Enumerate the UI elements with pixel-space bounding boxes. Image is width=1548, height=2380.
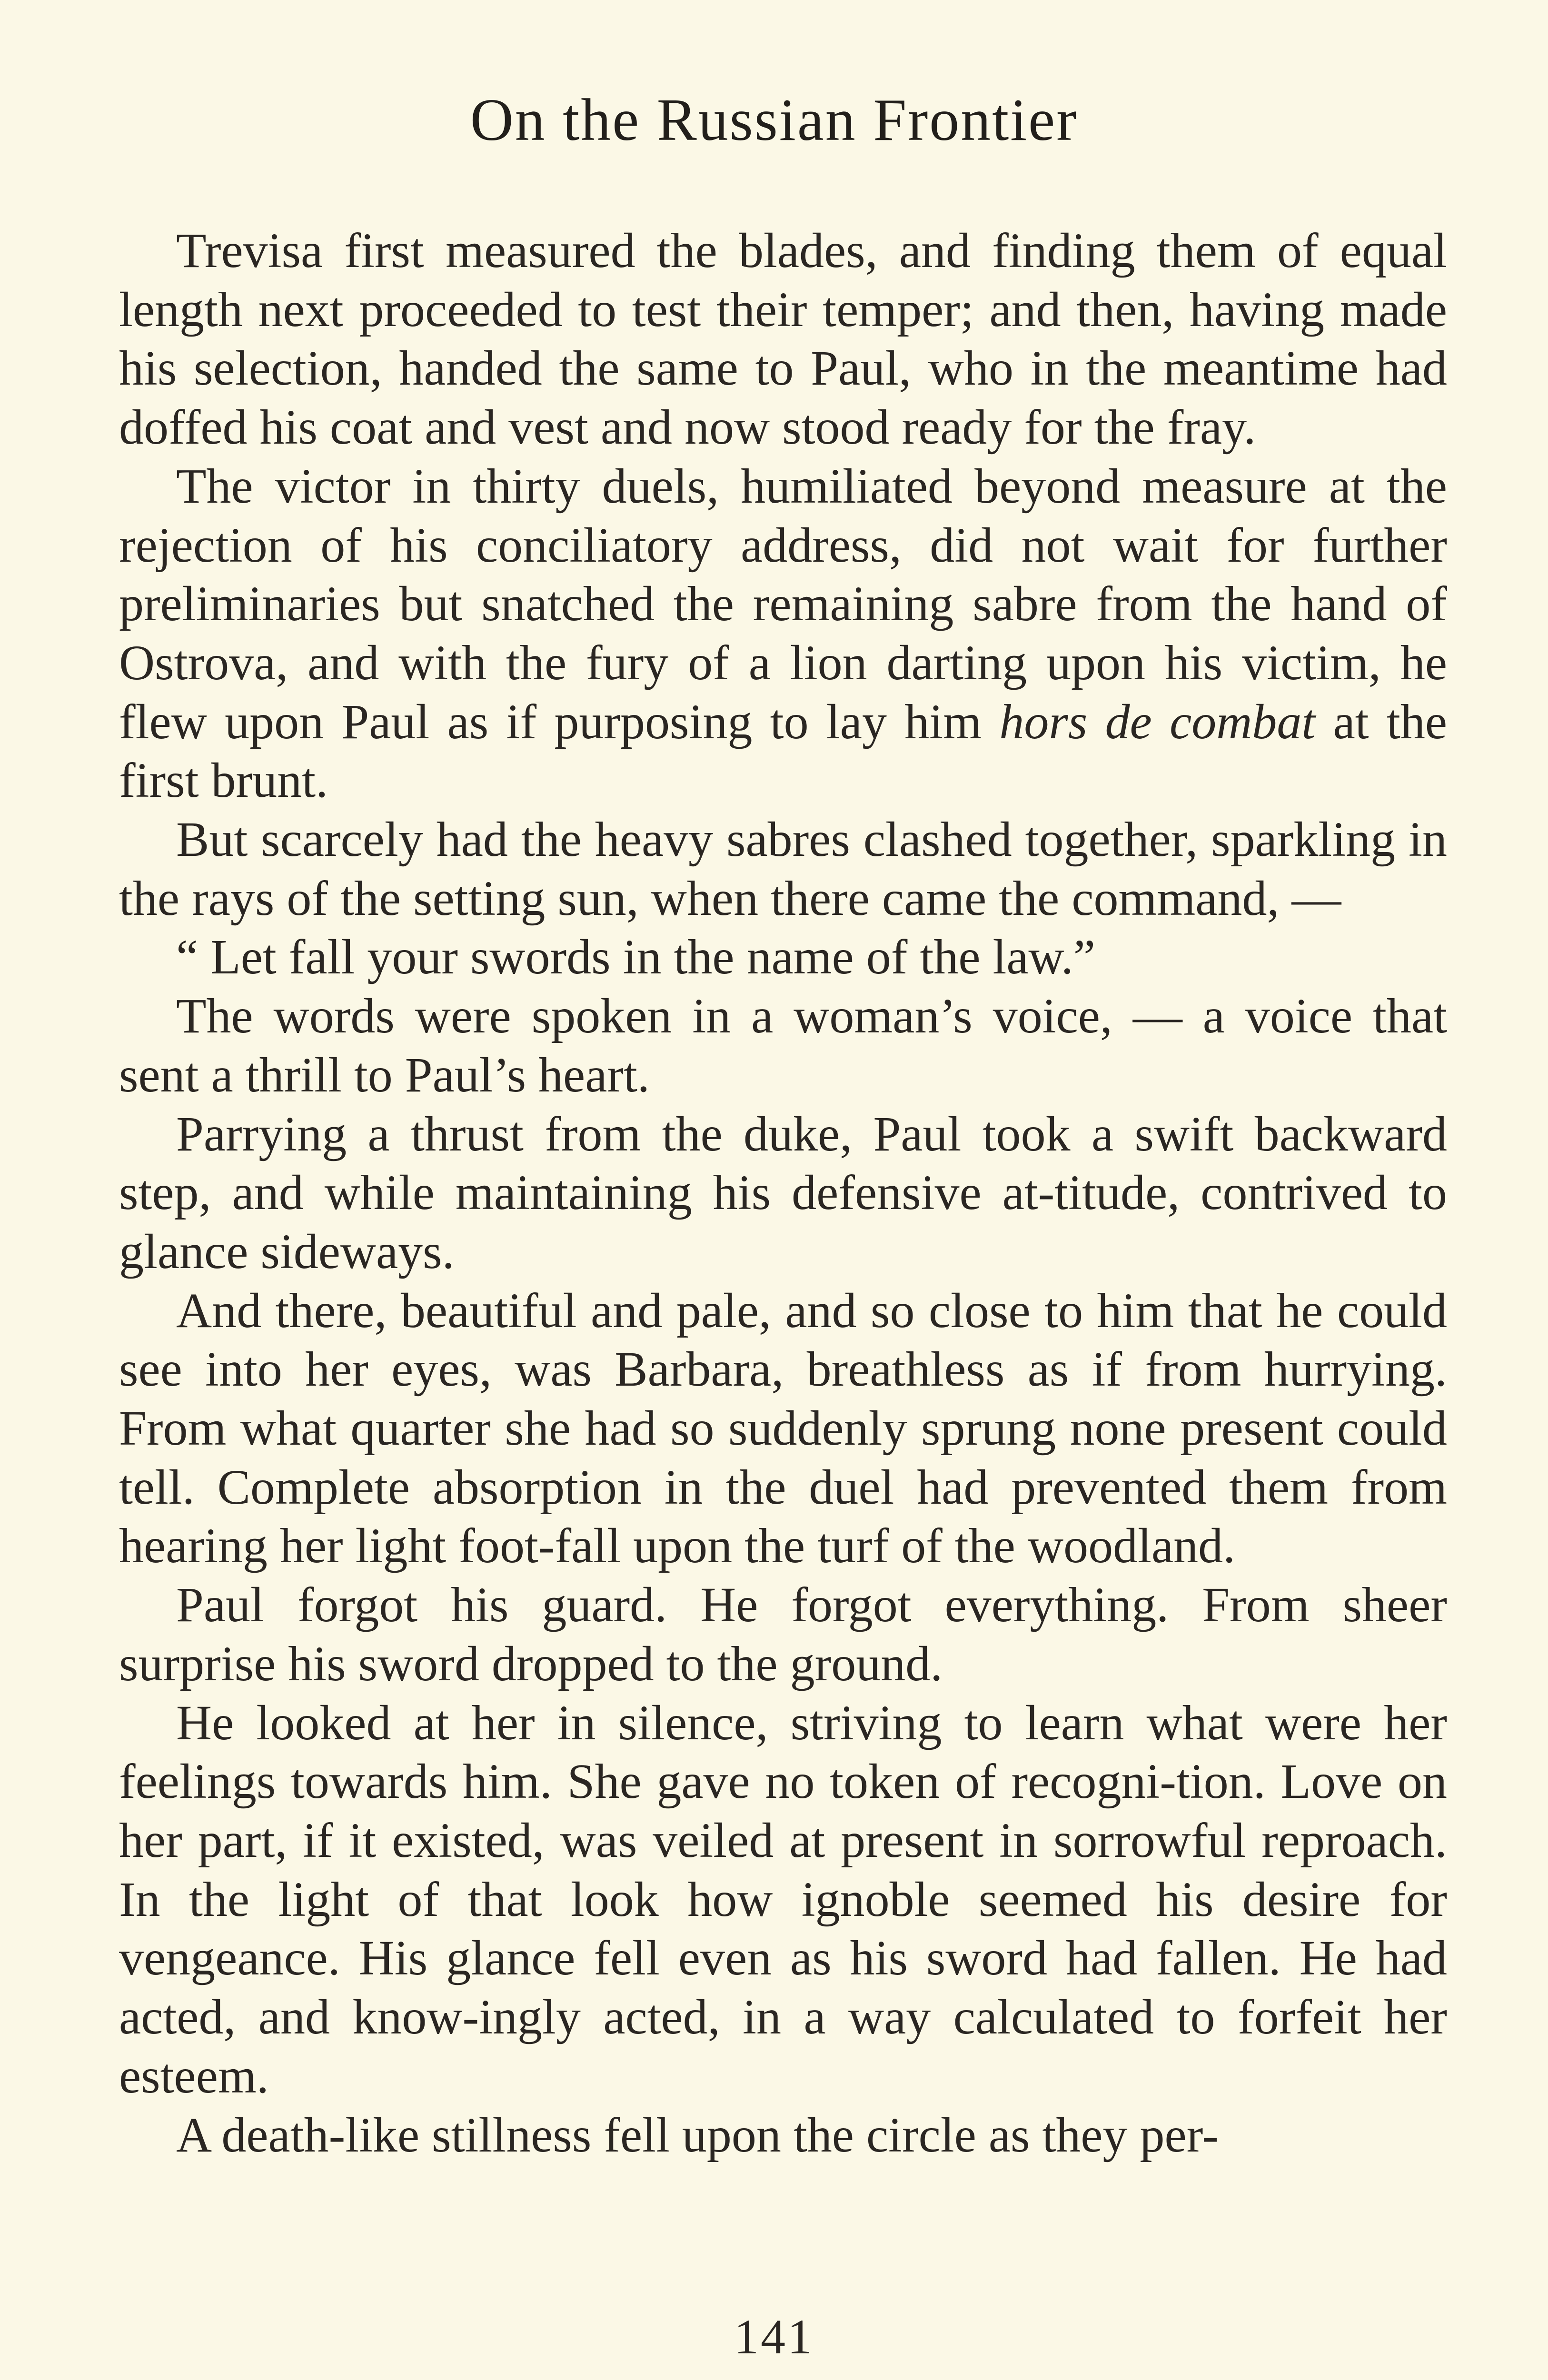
paragraph: The words were spoken in a woman’s voice, — a voice that sent a thrill to Paul’s heart. — [119, 989, 1447, 1102]
page-number: 141 — [734, 2310, 814, 2364]
paragraph: But scarcely had the heavy sabres clashed together, sparkling in the rays of the setting sun, when there came the command, — — [119, 812, 1447, 926]
paragraph: Trevisa first measured the blades, and finding them of equal length next proceeded to test their temper; and then, having made his selection, handed the same to Paul, who in the meantime had doffed his coat and vest and now stood ready for the fray. — [119, 223, 1447, 455]
paragraph: The victor in thirty duels, humiliated beyond measure at the rejection of his conciliatory address, did not wait for further preliminaries but snatched the remaining sabre from the hand of Ostrova, and with the fury of a lion darting upon his victim, he flew upon Paul as if purposing to lay him hors de combat at the first brunt. — [119, 458, 1448, 808]
running-title: On the Russian Frontier — [470, 87, 1078, 153]
paragraph: Parrying a thrust from the duke, Paul took a swift backward step, and while maintaining his defensive at-titude, contrived to glance sideways. — [119, 1106, 1447, 1279]
paragraph: And there, beautiful and pale, and so close to him that he could see into her eyes, was Barbara, breathless as if from hurrying. From what quarter she had so suddenly sprung none present could tell. Complete absorption in the duel had prevented them from hearing her light foot-fall upon the turf of the woodland. — [119, 1283, 1447, 1574]
paragraph: “ Let fall your swords in the name of the law.” — [176, 930, 1096, 985]
paragraph: He looked at her in silence, striving to learn what were her feelings towards him. She gave no token of recogni-tion. Love on her part, if it existed, was veiled at present in sorrowful reproach. In the light of that look how ignoble seemed his desire for vengeance. His glance fell even as his sword had fallen. He had acted, and know-ingly acted, in a way calculated to forfeit her esteem. — [119, 1695, 1447, 2103]
paragraph: Paul forgot his guard. He forgot everything. From sheer surprise his sword dropped to the ground. — [119, 1577, 1447, 1691]
italic-phrase: hors de combat — [999, 694, 1316, 749]
paragraph: A death-like stillness fell upon the circle as they per- — [176, 2107, 1219, 2162]
body-text — [119, 221, 1447, 2164]
